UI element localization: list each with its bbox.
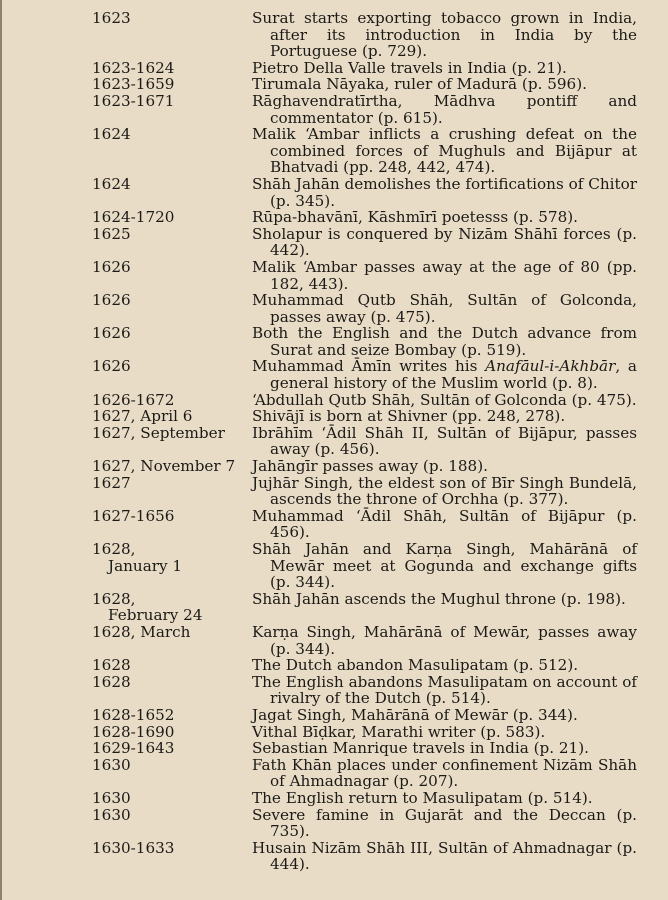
entry-event-pre: Muhammad Āmīn writes his: [252, 357, 486, 376]
entry-date-text: 1628-1652: [92, 705, 175, 724]
chronology-entry: [92, 259, 637, 292]
entry-date: [92, 259, 252, 292]
chronology-entry: [92, 724, 637, 741]
entry-event-post: , a general history of the Muslim world (p. 8).: [270, 357, 637, 393]
entry-event: Muhammad ‘Ādil Shāh, Sultān of Bijāpur (p. 456).: [252, 506, 637, 542]
chronology-entry: [92, 541, 637, 591]
entry-date: [92, 408, 252, 425]
entry-date: [92, 790, 252, 807]
entry-date: [92, 657, 252, 674]
entry-date-sub: February 24: [108, 606, 203, 625]
chronology-entry: [92, 358, 637, 391]
entry-event: Malik ‘Ambar passes away at the age of 80 (pp. 182, 443).: [252, 257, 637, 293]
entry-event: Karṇa Singh, Mahārānā of Mewār, passes away (p. 344).: [252, 622, 637, 658]
entry-date: [92, 10, 252, 60]
chronology-entry: [92, 674, 637, 707]
entry-date: [92, 176, 252, 209]
entry-event: Shivājī is born at Shivner (pp. 248, 278).: [252, 407, 566, 426]
entry-date: [92, 76, 252, 93]
entry-date-text: 1628-1690: [92, 722, 175, 741]
entry-event: Fath Khān places under confinement Nizām Shāh of Ahmadnagar (p. 207).: [252, 755, 637, 791]
entry-date-text: 1628,: [92, 589, 136, 608]
chronology-entry: [92, 60, 637, 77]
entry-event: Severe famine in Gujarāt and the Deccan (p. 735).: [252, 805, 637, 841]
entry-date-text: 1628, March: [92, 622, 191, 641]
entry-event: Husain Nizām Shāh III, Sultān of Ahmadnagar (p. 444).: [252, 838, 637, 874]
entry-date-text: 1630: [92, 788, 131, 807]
entry-date-text: 1627, November 7: [92, 457, 236, 476]
chronology-entry: [92, 790, 637, 807]
chronology-entry: [92, 126, 637, 176]
entry-date-sub: January 1: [108, 556, 183, 575]
entry-event: Both the English and the Dutch advance from Surat and seize Bombay (p. 519).: [252, 324, 637, 359]
entry-date: [92, 624, 252, 657]
chronology-entry: [92, 425, 637, 458]
entry-date-text: 1623-1671: [92, 91, 175, 110]
entry-event: ‘Abdullah Qutb Shāh, Sultān of Golconda (p. 475).: [252, 390, 637, 409]
entry-date-text: 1627, September: [92, 423, 225, 442]
entry-date: [92, 60, 252, 77]
entry-event: Surat starts exporting tobacco grown in India, after its introduction in India by the Portuguese (p. 729).: [252, 9, 637, 61]
entry-event: Jahāngīr passes away (p. 188).: [252, 457, 488, 476]
entry-event: Jujhār Singh, the eldest son of Bīr Singh Bundelā, ascends the throne of Orchha (p. 377).: [252, 473, 637, 509]
entry-date-text: 1623: [92, 9, 131, 27]
entry-date: [92, 292, 252, 325]
entry-date-text: 1627: [92, 473, 131, 492]
chronology-entry: [92, 458, 637, 475]
entry-date-text: 1628: [92, 672, 131, 691]
entry-event: Malik ‘Ambar inflicts a crushing defeat on the combined forces of Mughuls and Bijāpur at Bhatvadi (pp. 248, 442, 474).: [252, 125, 637, 177]
chronology-entry: [92, 475, 637, 508]
entry-date-text: 1627-1656: [92, 506, 175, 525]
entry-date: [92, 740, 252, 757]
page-edge: [0, 0, 2, 900]
entry-date: [92, 425, 252, 458]
chronology-entry: [92, 209, 637, 226]
entry-event: Sebastian Manrique travels in India (p. 21).: [252, 739, 589, 758]
entry-date: [92, 541, 252, 591]
entry-event: Rāghavendratīrtha, Mādhva pontiff and commentator (p. 615).: [252, 91, 637, 127]
entry-date-text: 1630: [92, 805, 131, 824]
entry-date-text: 1626: [92, 257, 131, 276]
entry-event: The Dutch abandon Masulipatam (p. 512).: [252, 656, 579, 675]
entry-date-text: 1624: [92, 174, 131, 193]
entry-date: [92, 724, 252, 741]
chronology-entry: [92, 408, 637, 425]
entry-date-text: 1627, April 6: [92, 407, 193, 426]
entry-event: Ibrāhīm ‘Ādil Shāh II, Sultān of Bijāpur, passes away (p. 456).: [252, 423, 637, 459]
chronology-entry: [92, 740, 637, 757]
entry-event-italic: Anafāul-i-Akhbār: [485, 357, 616, 376]
entry-date-text: 1628,: [92, 540, 136, 558]
chronology-entry: [92, 93, 637, 126]
entry-event: Shāh Jahān ascends the Mughul throne (p. 198).: [252, 589, 626, 608]
chronology-entry: [92, 76, 637, 93]
entry-event: Shāh Jahān and Karṇa Singh, Mahārānā of Mewār meet at Gogunda and exchange gifts (p. 344).: [252, 540, 637, 592]
chronology-entry: [92, 392, 637, 409]
entry-event: Pietro Della Valle travels in India (p. 21).: [252, 58, 567, 77]
entry-date-text: 1629-1643: [92, 739, 175, 758]
entry-date: [92, 458, 252, 475]
entry-date-text: 1625: [92, 224, 131, 243]
entry-event: [252, 358, 637, 391]
entry-event: Sholapur is conquered by Nizām Shāhī forces (p. 442).: [252, 224, 637, 260]
entry-date: [92, 392, 252, 409]
entry-date-text: 1630-1633: [92, 838, 175, 857]
chronology-entry: [92, 840, 637, 873]
entry-date: [92, 674, 252, 707]
entry-event: Jagat Singh, Mahārānā of Mewār (p. 344).: [252, 705, 578, 724]
entry-date: [92, 126, 252, 176]
chronology-entry: [92, 292, 637, 325]
entry-date: [92, 707, 252, 724]
entry-date: [92, 209, 252, 226]
entry-date: [92, 757, 252, 790]
entry-date: [92, 591, 252, 624]
entry-date-text: 1623-1624: [92, 58, 175, 77]
chronology-entry: [92, 757, 637, 790]
entry-date: [92, 508, 252, 541]
chronology-entry: [92, 226, 637, 259]
chronology-entry: [92, 807, 637, 840]
entry-event: Muhammad Qutb Shāh, Sultān of Golconda, passes away (p. 475).: [252, 291, 637, 326]
entry-date: [92, 807, 252, 840]
entry-event: Tirumala Nāyaka, ruler of Madurā (p. 596).: [252, 75, 587, 94]
entry-date-text: 1626-1672: [92, 390, 175, 409]
chronology-entry: [92, 707, 637, 724]
chronology-entry: [92, 657, 637, 674]
chronology-entry: [92, 508, 637, 541]
entry-date-text: 1624: [92, 125, 131, 144]
entry-date-text: 1626: [92, 291, 131, 310]
entry-event: The English abandons Masulipatam on account of rivalry of the Dutch (p. 514).: [252, 672, 637, 708]
chronology-entry: [92, 10, 637, 60]
chronology-entry: [92, 325, 637, 358]
entry-event: Rūpa-bhavānī, Kāshmīrī poetesss (p. 578).: [252, 208, 578, 227]
entry-event: Vithal Bīḍkar, Marathi writer (p. 583).: [252, 722, 546, 741]
entry-date: [92, 93, 252, 126]
entry-date-text: 1626: [92, 324, 131, 343]
entry-event: Shāh Jahān demolishes the fortifications of Chitor (p. 345).: [252, 174, 637, 210]
chronology-entry: [92, 591, 637, 624]
entry-date-text: 1623-1659: [92, 75, 175, 94]
entry-date-text: 1624-1720: [92, 208, 175, 227]
entry-date: [92, 475, 252, 508]
entry-date: [92, 325, 252, 358]
entry-date-text: 1630: [92, 755, 131, 774]
entry-date: [92, 226, 252, 259]
chronology-entry: [92, 624, 637, 657]
entry-date: [92, 840, 252, 873]
chronology-entry: [92, 176, 637, 209]
chronology-page: [92, 10, 637, 873]
entry-date-text: 1628: [92, 656, 131, 675]
entry-event: The English return to Masulipatam (p. 514).: [252, 788, 593, 807]
entry-date-text: 1626: [92, 357, 131, 376]
entry-date: [92, 358, 252, 391]
